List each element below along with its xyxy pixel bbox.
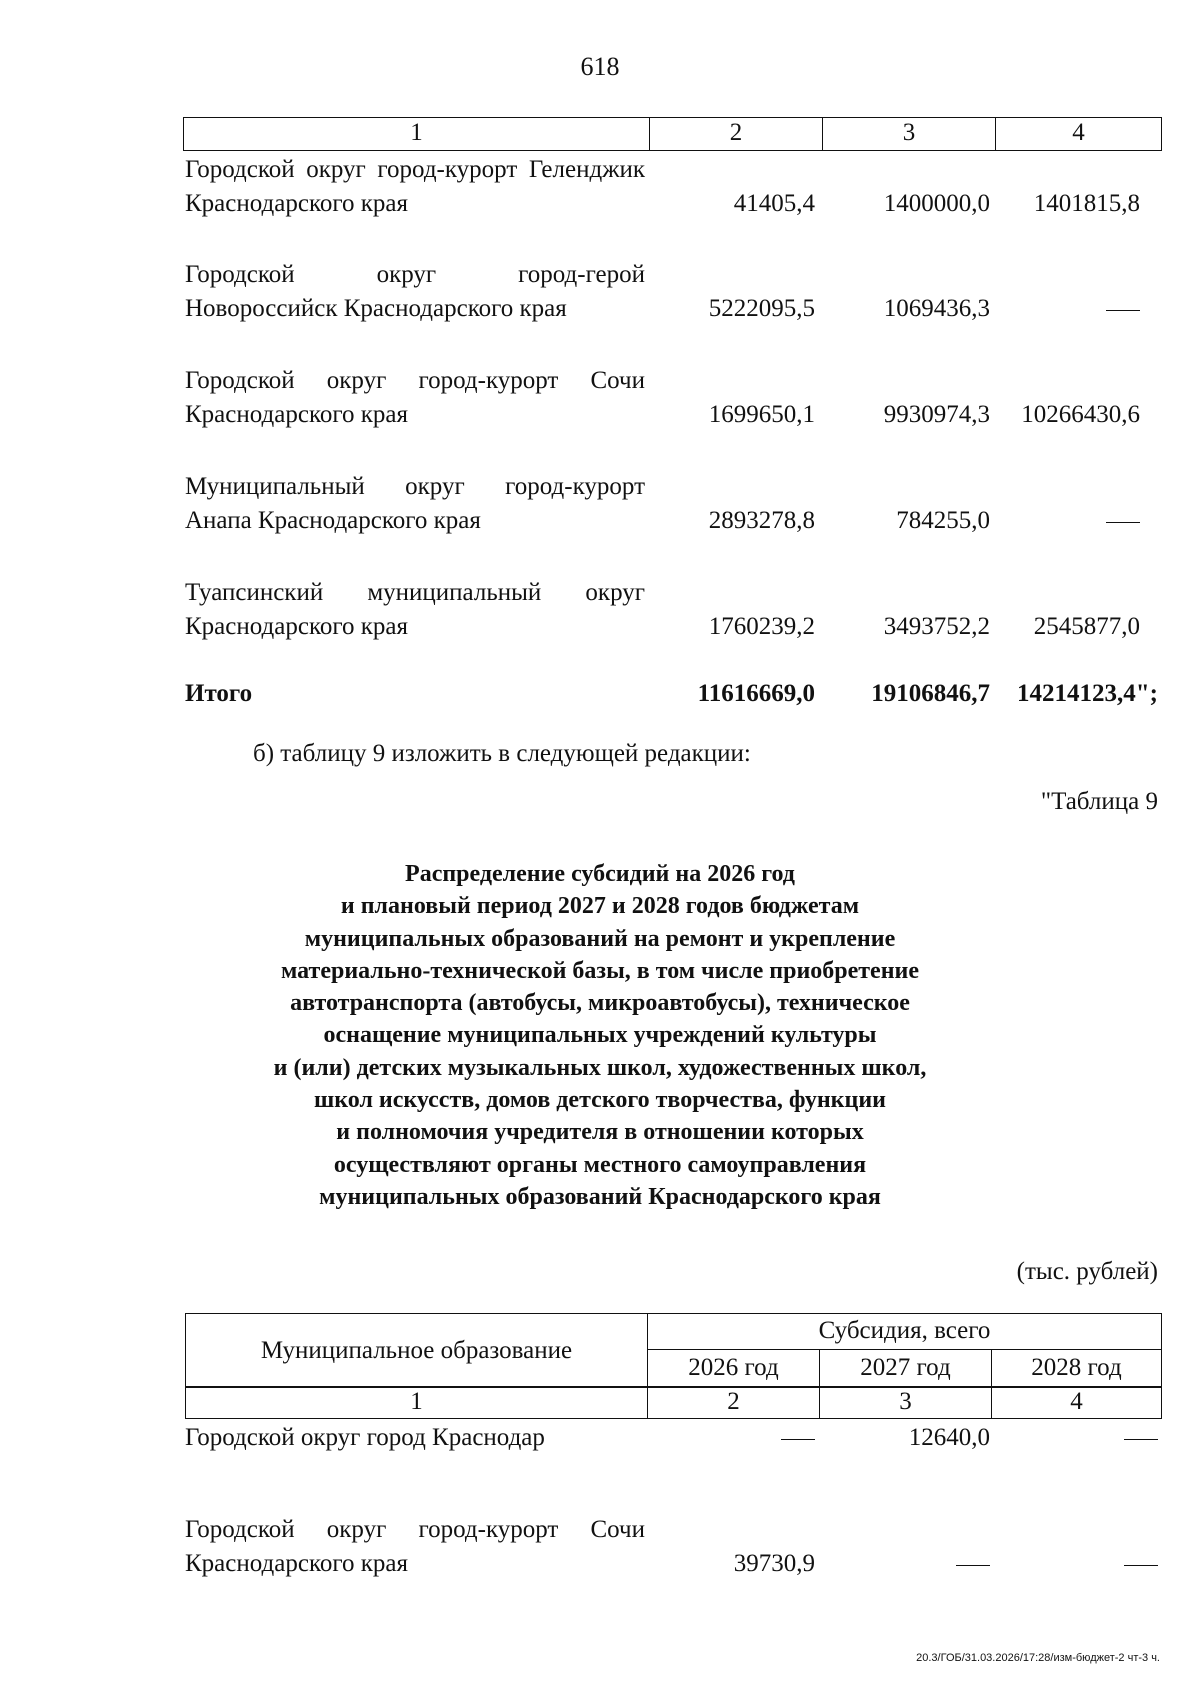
- table2-row-name: Городской округ город-курорт Сочи Краснодарского края: [185, 1516, 645, 1577]
- table1-row-value-2028: 10266430,6: [1021, 401, 1140, 428]
- table1-row-value-2027: 784255,0: [896, 507, 990, 534]
- table1-row-value-2026: 1699650,1: [708, 401, 815, 428]
- title-line: осуществляют органы местного самоуправления: [333, 1151, 867, 1178]
- table2-row-name: Городской округ город Краснодар: [185, 1424, 545, 1451]
- footer-code: 20.3/ГОБ/31.03.2026/17:28/изм-бюджет-2 чт-3 ч.: [916, 1652, 1160, 1664]
- title-line: и плановый период 2027 и 2028 годов бюджетам: [340, 893, 860, 920]
- table1-total-2027: 19106846,7: [871, 680, 990, 707]
- table1-row-name: Городской округ город-герой Новороссийск Краснодарского края: [185, 261, 645, 322]
- units-note: (тыс. рублей): [1016, 1258, 1158, 1285]
- table1-row-name: Туапсинский муниципальный округ Краснодарского края: [185, 579, 645, 640]
- table2-years-row: [648, 1350, 1161, 1387]
- table1-row-value-2027: 1400000,0: [883, 190, 990, 217]
- table1-row-value-2026: 5222095,5: [708, 295, 815, 322]
- table2-row-value-2026: 39730,9: [733, 1550, 815, 1577]
- title-line: и полномочия учредителя в отношении которых: [336, 1119, 864, 1146]
- table2-row-value-2027: 12640,0: [908, 1424, 990, 1451]
- table1-row-dash: [998, 292, 1140, 326]
- instruction-text: б) таблицу 9 изложить в следующей редакции:: [253, 740, 751, 767]
- table2-title: [150, 858, 1050, 1213]
- table2-index-col2: 2: [648, 1387, 820, 1418]
- table2-row-dash: [660, 1421, 815, 1455]
- table1-row-name: Городской округ город-курорт Геленджик Краснодарского края: [185, 156, 645, 217]
- table2-year-2027: 2027 год: [820, 1350, 992, 1387]
- table1-row-name: Городской округ город-курорт Сочи Краснодарского края: [185, 367, 645, 428]
- table-label: "Таблица 9: [1040, 788, 1158, 815]
- table1-header-row: [183, 117, 1162, 151]
- title-line: школ искусств, домов детского творчества, функции: [314, 1087, 886, 1114]
- table2-year-2026: 2026 год: [648, 1350, 820, 1387]
- table2-row-dash: [998, 1547, 1158, 1581]
- title-line: муниципальных образований Краснодарского края: [319, 1183, 881, 1210]
- title-line: автотранспорта (автобусы, микроавтобусы), техническое: [290, 990, 910, 1017]
- table1-row-value-2026: 1760239,2: [708, 613, 815, 640]
- table1-header-col4: 4: [1072, 119, 1085, 146]
- title-line: муниципальных образований на ремонт и укрепление: [304, 925, 896, 952]
- table1-row-value-2026: 41405,4: [733, 190, 815, 217]
- title-line: Распределение субсидий на 2026 год: [405, 861, 795, 887]
- table1-total-2028: 14214123,4";: [1017, 680, 1158, 707]
- table1-row-value-2027: 9930974,3: [883, 401, 990, 428]
- page-number: 618: [580, 52, 620, 81]
- table2-index-col4: 4: [1070, 1388, 1083, 1415]
- table1-total-label: Итого: [185, 680, 253, 707]
- table1-row-value-2027: 1069436,3: [883, 295, 990, 322]
- table1-row-name: Муниципальный округ город-курорт Анапа Краснодарского края: [185, 473, 645, 534]
- table2-row-dash: [998, 1421, 1158, 1455]
- table2-row-dash: [830, 1547, 990, 1581]
- title-line: материально-технической базы, в том числе приобретение: [280, 957, 920, 984]
- table1-row-value-2028: 2545877,0: [1033, 613, 1140, 640]
- table2-year-2028: 2028 год: [1031, 1354, 1122, 1381]
- table2-index-row: [185, 1386, 1162, 1419]
- table2-col-subsidy: Субсидия, всего: [648, 1314, 1161, 1350]
- table1-row-value-2026: 2893278,8: [708, 507, 815, 534]
- table1-row-value-2028: 1401815,8: [1033, 190, 1140, 217]
- table1-total-2026: 11616669,0: [697, 680, 815, 707]
- table1-row-dash: [998, 504, 1140, 538]
- table1-header-col3: 3: [823, 118, 996, 150]
- table2-index-col1: 1: [186, 1387, 648, 1418]
- table2-index-col3: 3: [820, 1387, 992, 1418]
- table1-header-col1: 1: [184, 118, 650, 150]
- table2-header: [185, 1313, 1162, 1388]
- title-line: оснащение муниципальных учреждений культуры: [323, 1022, 877, 1049]
- table1-header-col2: 2: [650, 118, 823, 150]
- table1-row-value-2027: 3493752,2: [883, 613, 990, 640]
- title-line: и (или) детских музыкальных школ, художественных школ,: [273, 1054, 927, 1081]
- table2-col-municipality: Муниципальное образование: [186, 1314, 648, 1387]
